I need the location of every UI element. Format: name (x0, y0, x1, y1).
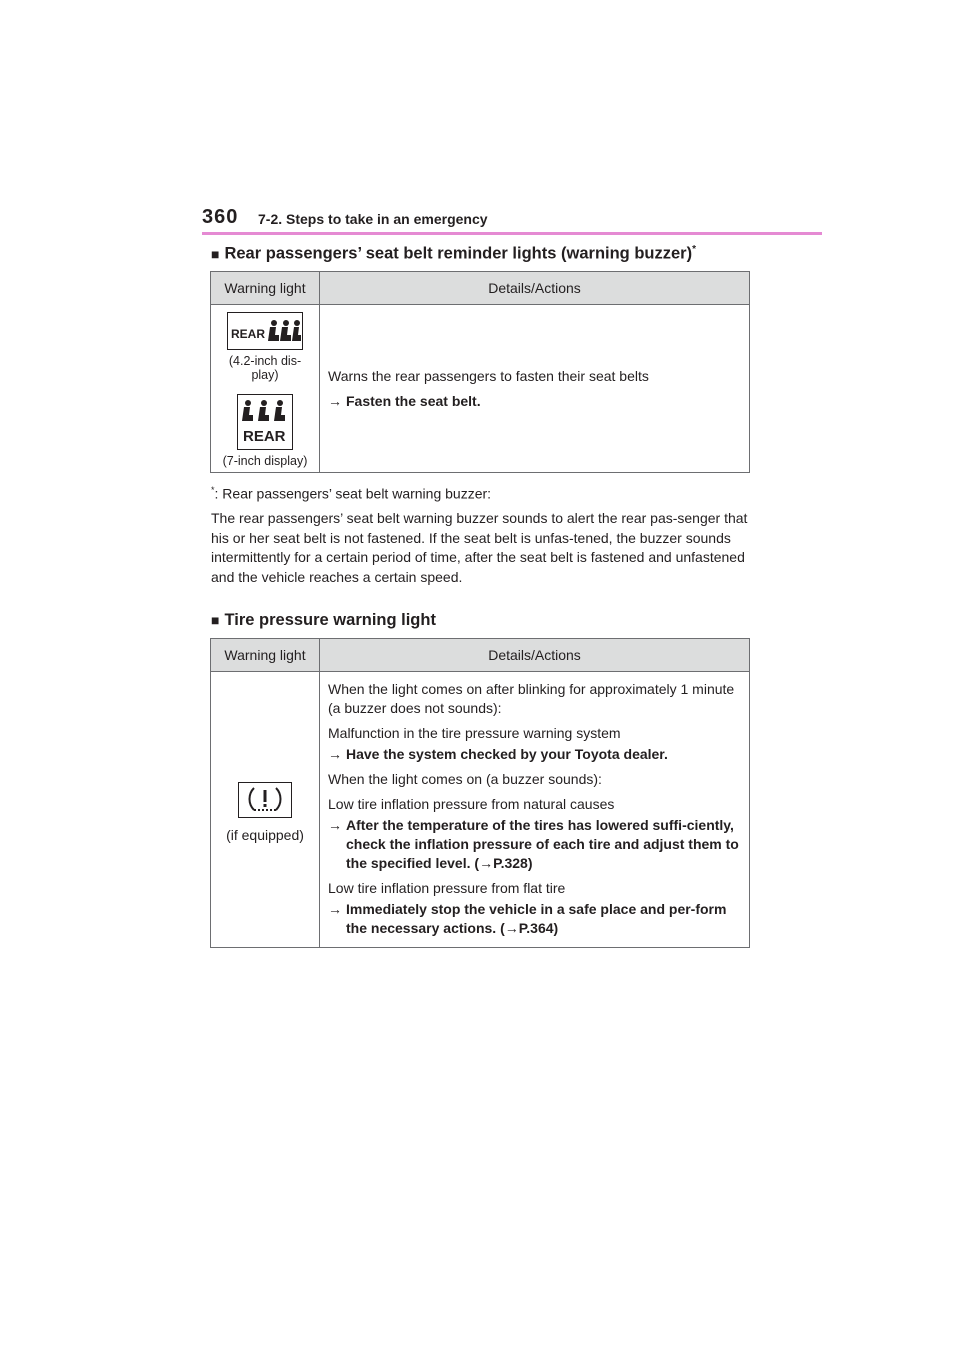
section-title: 7-2. Steps to take in an emergency (258, 211, 488, 227)
arrow-icon: → (328, 900, 342, 917)
icon-caption-7-inch: (7-inch display) (222, 453, 308, 468)
rear-seatbelt-icon (227, 312, 303, 350)
col-warning-light: Warning light (211, 272, 320, 305)
tire-action-3-text (346, 900, 743, 938)
footnote-title-text: : Rear passengers’ seat belt warning buzzer: (214, 485, 492, 502)
icon-caption-4-2-inch-line1: (4.2-inch dis- (228, 353, 302, 368)
seatbelt-detail-cell (320, 305, 750, 473)
if-equipped-caption: (if equipped) (226, 826, 304, 843)
seatbelt-icon-cell (211, 305, 320, 473)
seatbelt-action-text: Fasten the seat belt. (346, 392, 481, 409)
tire-condition-1: When the light comes on after blinking for approximately 1 minute (a buzzer does not sounds): (328, 680, 735, 716)
square-bullet-icon: ■ (211, 245, 220, 262)
rear-icon-text-7-inch: REAR (243, 427, 286, 445)
icon-caption-4-2-inch-line2: play) (251, 367, 279, 382)
seatbelt-heading (211, 244, 696, 264)
page-number: 360 (202, 206, 239, 228)
seatbelt-detail-text: Warns the rear passengers to fasten their seat belts (328, 367, 649, 384)
footnote-body: The rear passengers’ seat belt warning buzzer sounds to alert the rear pas-senger that his or her seat belt is not fastened. If the seat belt is unfas-tened, the buzzer sounds intermittently for a certain period of time, after the seat belt is fastened and unfastened and the vehicle reaches a certain speed. (211, 510, 748, 585)
tire-action-2 (328, 816, 743, 873)
tire-pressure-table (210, 638, 750, 948)
tire-icon-cell (211, 672, 320, 948)
arrow-icon: → (328, 816, 342, 833)
rear-seatbelt-icon-7-inch (237, 394, 293, 450)
seatbelt-action (328, 392, 743, 411)
arrow-icon: → (504, 919, 519, 936)
footnote-title-mark: * (211, 485, 215, 495)
seatbelt-warning-table (210, 271, 750, 473)
tire-detail-cell (320, 672, 750, 948)
tire-condition-2: When the light comes on (a buzzer sounds): (328, 770, 602, 787)
tire-pressure-heading (211, 611, 436, 630)
col-details-actions: Details/Actions (320, 272, 750, 305)
tire-action-3-body: Immediately stop the vehicle in a safe place and per-form the necessary actions. ( (346, 900, 727, 936)
arrow-icon: → (479, 854, 494, 871)
col-details-actions: Details/Actions (320, 639, 750, 672)
tire-action-1-text: Have the system checked by your Toyota dealer. (346, 745, 668, 762)
footnote-title (211, 481, 751, 504)
tire-action-2-text (346, 816, 743, 873)
tire-cause-1: Malfunction in the tire pressure warning system (328, 724, 621, 741)
rear-icon-text: REAR (231, 326, 266, 341)
header-rule (202, 232, 822, 235)
tire-pressure-warning-icon (238, 782, 292, 818)
tire-action-1 (328, 745, 743, 764)
tire-pressure-heading-text: Tire pressure warning light (224, 611, 436, 629)
page-ref-364: P.364) (518, 919, 559, 936)
seatbelt-heading-text: Rear passengers’ seat belt reminder lights (warning buzzer) (224, 244, 693, 263)
tire-cause-2: Low tire inflation pressure from natural causes (328, 795, 615, 812)
tire-action-3 (328, 900, 743, 938)
seatbelt-footnote (211, 481, 751, 587)
arrow-icon: → (328, 392, 342, 409)
square-bullet-icon: ■ (211, 612, 220, 628)
tire-cause-3: Low tire inflation pressure from flat tire (328, 879, 566, 896)
tire-action-2-body: After the temperature of the tires has lowered suffi-ciently, check the inflation pressure of each tire and adjust them to the specified level. ( (346, 816, 739, 871)
page-ref-328: P.328) (493, 854, 533, 871)
icon-caption-4-2-inch (211, 354, 319, 382)
footnote-mark: * (692, 244, 697, 255)
col-warning-light: Warning light (211, 639, 320, 672)
arrow-icon: → (328, 745, 342, 762)
